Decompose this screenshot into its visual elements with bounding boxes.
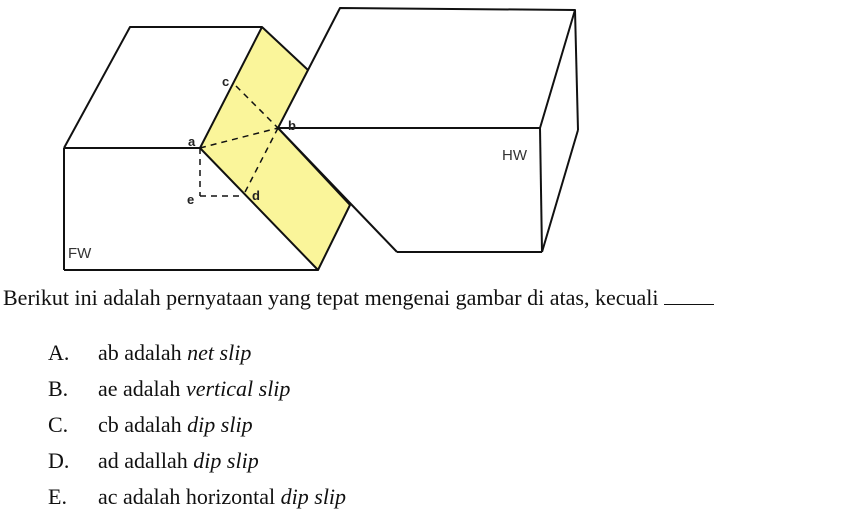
hangingwall-label: HW xyxy=(502,147,527,164)
option-letter: B. xyxy=(48,376,69,401)
point-label-e: e xyxy=(187,192,195,207)
option-term: dip slip xyxy=(193,448,259,473)
option-term: net slip xyxy=(187,340,252,365)
option-term: vertical slip xyxy=(185,376,291,401)
option-c[interactable] xyxy=(48,412,346,448)
answer-blank xyxy=(664,284,714,305)
option-text: ae adalah xyxy=(98,376,186,401)
option-text: ab adalah xyxy=(98,340,188,365)
option-e[interactable] xyxy=(48,484,346,520)
footwall-label: FW xyxy=(68,245,92,262)
question-stem: Berikut ini adalah pernyataan yang tepat mengenai gambar di atas, kecuali xyxy=(3,285,659,310)
fault-plane xyxy=(200,27,350,270)
option-d[interactable] xyxy=(48,448,346,484)
option-b[interactable] xyxy=(48,376,346,412)
answer-options xyxy=(48,340,346,520)
point-label-a: a xyxy=(188,134,196,149)
option-letter: D. xyxy=(48,448,70,473)
option-a[interactable] xyxy=(48,340,346,376)
option-term: dip slip xyxy=(187,412,253,437)
point-label-b: b xyxy=(288,118,296,133)
point-label-d: d xyxy=(252,188,260,203)
question-text xyxy=(3,284,714,311)
option-letter: E. xyxy=(48,484,67,509)
option-term: dip slip xyxy=(280,484,347,509)
option-text: cb adalah xyxy=(98,412,188,437)
option-text: ac adalah horizontal xyxy=(98,484,281,509)
option-letter: A. xyxy=(48,340,70,365)
point-label-c: c xyxy=(222,74,230,89)
option-letter: C. xyxy=(48,412,69,437)
option-text: ad adallah xyxy=(98,448,194,473)
